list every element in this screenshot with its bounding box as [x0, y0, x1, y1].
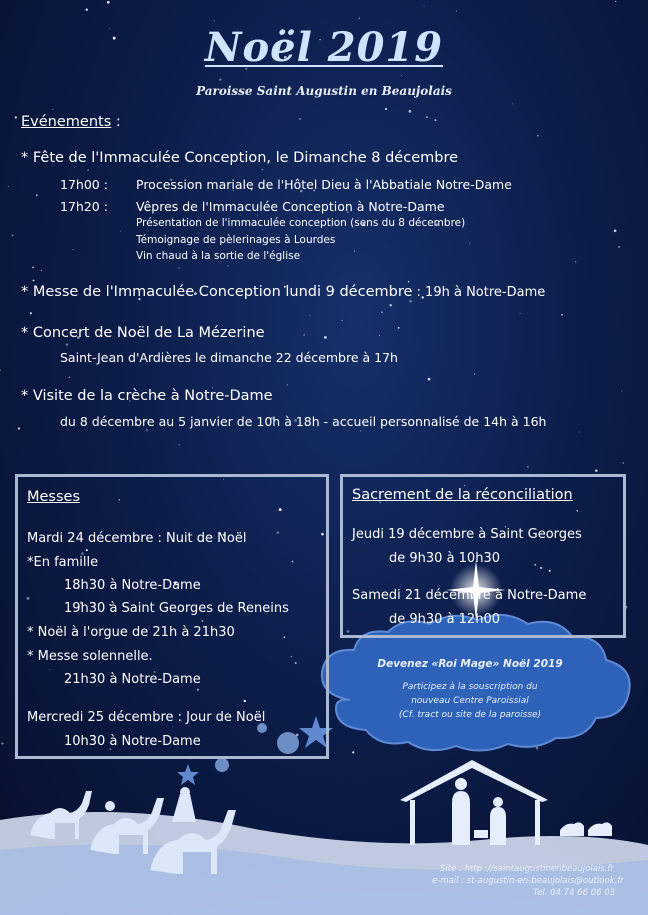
event-detail: Vêpres de l'Immaculée Conception à Notre-Dame: [136, 199, 445, 214]
star-dot: [575, 261, 576, 262]
star-dot: [622, 462, 624, 464]
star-dot: [1, 743, 3, 745]
star-dot: [303, 334, 305, 336]
star-dot: [379, 335, 380, 336]
messes-line: 19h30 à Saint Georges de Reneins: [64, 601, 289, 616]
messes-line: * Noël à l'orgue de 21h à 21h30: [27, 625, 235, 640]
star-dot: [428, 378, 431, 381]
page-title: Noël 2019: [204, 24, 444, 71]
star-dot: [474, 373, 475, 374]
star-dot: [120, 231, 121, 232]
event-time: 17h20 :: [60, 199, 108, 214]
star-dot: [33, 280, 35, 282]
star-dot: [389, 304, 391, 306]
star-dot: [434, 119, 436, 121]
star-dot: [360, 430, 361, 431]
star-dot: [527, 466, 529, 468]
event-time: 17h00 :: [60, 177, 108, 192]
star-dot: [309, 315, 310, 316]
star-dot: [595, 469, 598, 472]
star-dot: [227, 266, 228, 267]
star-dot: [66, 343, 68, 345]
star-dot: [219, 78, 221, 80]
star-dot: [324, 336, 327, 339]
star-dot: [614, 229, 617, 232]
star-dot: [409, 300, 412, 303]
star-dot: [72, 249, 73, 250]
cloud-title: Devenez «Roi Mage» Noël 2019: [377, 658, 563, 670]
reconciliation-line: de 9h30 à 12h00: [389, 612, 500, 627]
star-dot: [342, 320, 343, 321]
event-title: * Concert de Noël de La Mézerine: [21, 325, 265, 341]
cloud-line: nouveau Centre Paroissial: [411, 696, 529, 706]
star-dot: [262, 169, 264, 171]
star-dot: [385, 108, 387, 110]
event-title: * Fête de l'Immaculée Conception, le Dimanche 8 décembre: [21, 150, 459, 166]
star-dot: [408, 281, 409, 282]
star-dot: [32, 267, 34, 269]
star-dot: [179, 444, 180, 445]
event-subdetail: Témoignage de pèlerinages à Lourdes: [136, 234, 336, 246]
star-dot: [69, 376, 71, 378]
messes-line: *En famille: [27, 555, 99, 570]
reconciliation-line: de 9h30 à 10h30: [389, 551, 500, 566]
star-dot: [352, 751, 354, 753]
event-title: * Visite de la crèche à Notre-Dame: [21, 388, 273, 404]
messes-line: 10h30 à Notre-Dame: [64, 734, 201, 749]
star-dot: [354, 251, 355, 252]
messes-line: 18h30 à Notre-Dame: [64, 578, 201, 593]
star-dot: [512, 103, 513, 104]
star-dot: [52, 109, 53, 110]
star-dot: [381, 311, 382, 312]
star-dot: [401, 75, 402, 76]
star-dot: [398, 327, 400, 329]
star-dot: [18, 427, 20, 429]
footer-email[interactable]: e-mail : st-augustin-en-beaujolais@outlook.fr: [432, 876, 624, 886]
star-dot: [615, 1, 617, 3]
page-subtitle: Paroisse Saint Augustin en Beaujolais: [196, 84, 452, 98]
star-dot: [618, 246, 620, 248]
reconciliation-heading: Sacrement de la réconciliation: [352, 487, 573, 503]
star-dot: [41, 270, 42, 271]
messes-line: * Messe solennelle.: [27, 649, 153, 664]
star-dot: [146, 429, 148, 431]
star-dot: [214, 20, 215, 21]
star-dot: [287, 384, 288, 385]
star-dot: [469, 243, 470, 244]
messes-line: Mercredi 25 décembre : Jour de Noël: [27, 710, 266, 725]
star-dot: [537, 135, 539, 137]
star-dot: [178, 267, 180, 269]
star-dot: [30, 312, 32, 314]
star-dot: [15, 116, 17, 118]
star-dot: [11, 234, 13, 236]
footer-phone: Tel. 04 74 66 06 03: [533, 888, 616, 898]
star-dot: [107, 1, 110, 4]
star-dot: [299, 118, 301, 120]
footer-site[interactable]: Site : http ://saintaugustinenbeaujolais.fr: [440, 864, 614, 874]
messes-box: [15, 474, 329, 759]
star-dot: [520, 313, 521, 314]
star-dot: [8, 186, 9, 187]
cloud-line: Participez à la souscription du: [402, 682, 538, 692]
messes-heading: Messes: [27, 489, 81, 505]
messes-line: 21h30 à Notre-Dame: [64, 672, 201, 687]
cloud-line: (Cf. tract ou site de la paroisse): [398, 710, 542, 720]
star-dot: [579, 432, 580, 433]
star-dot: [257, 215, 258, 216]
star-dot: [536, 747, 538, 749]
star-dot: [409, 110, 412, 113]
ornament-circle: [215, 758, 229, 772]
reconciliation-box: [340, 474, 626, 638]
star-dot: [621, 391, 622, 392]
event-subdetail: Vin chaud à la sortie de l'église: [136, 250, 301, 262]
reconciliation-line: Jeudi 19 décembre à Saint Georges: [352, 527, 582, 542]
event-subdetail: Présentation de l'immaculée conception (sens du 8 décembre): [136, 217, 466, 229]
event-title: * Messe de l'Immaculée Conception lundi 9 décembre : 19h à Notre-Dame: [21, 284, 546, 300]
star-dot: [0, 369, 1, 371]
star-dot: [426, 116, 428, 118]
star-dot: [87, 169, 89, 171]
star-dot: [359, 18, 361, 20]
star-dot: [36, 194, 38, 196]
events-heading: Evénements :: [21, 114, 121, 130]
star-dot: [456, 11, 457, 12]
event-detail: du 8 décembre au 5 janvier de 10h à 18h - accueil personnalisé de 14h à 16h: [60, 414, 547, 429]
messes-line: Mardi 24 décembre : Nuit de Noël: [27, 531, 247, 546]
event-detail: Procession mariale de l'Hôtel Dieu à l'Abbatiale Notre-Dame: [136, 177, 512, 192]
star-dot: [424, 5, 425, 6]
reconciliation-line: Samedi 21 décembre à Notre-Dame: [352, 588, 587, 603]
event-detail: Saint-Jean d'Ardières le dimanche 22 décembre à 17h: [60, 350, 398, 365]
star-dot: [85, 8, 87, 10]
star-dot: [561, 314, 563, 316]
